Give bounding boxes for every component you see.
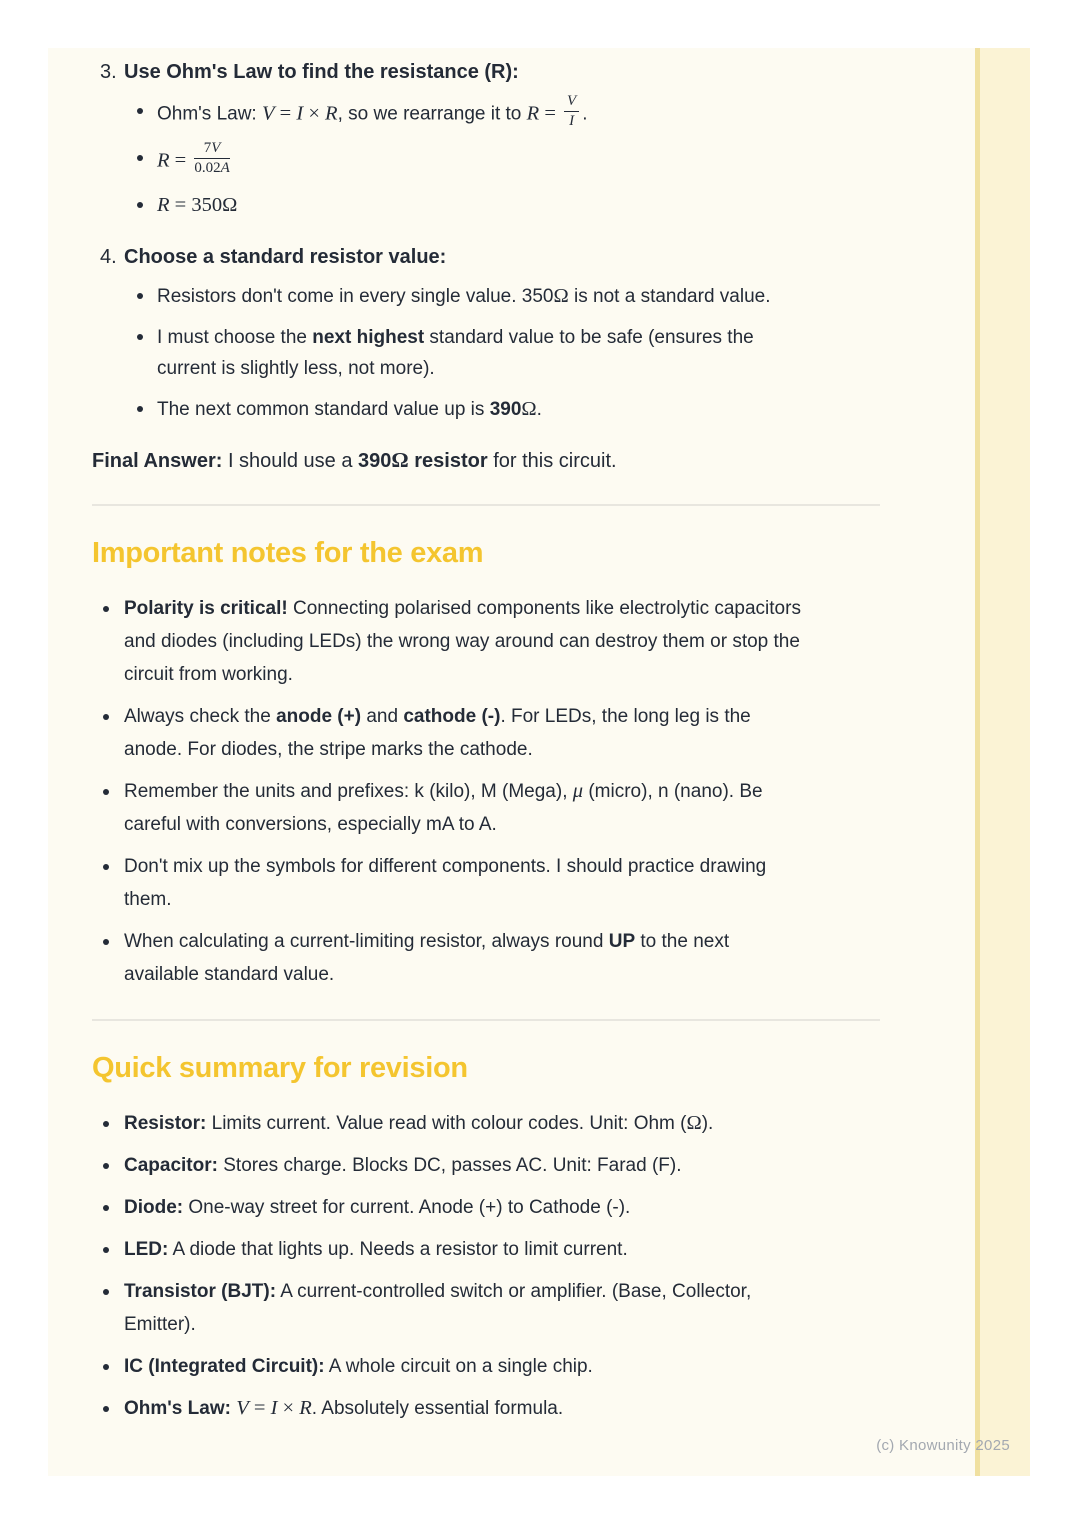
bullet-icon xyxy=(103,1406,109,1412)
list-item-text: When calculating a current-limiting resistor, always round UP to the next available standard value. xyxy=(124,931,730,985)
bullet-icon xyxy=(103,864,109,870)
bullet-icon xyxy=(103,1364,109,1370)
list-item-text: Ohm's Law: V = I × R. Absolutely essential formula. xyxy=(124,1397,564,1419)
list-item-text: Don't mix up the symbols for different components. I should practice drawing them. xyxy=(124,856,767,910)
list-item xyxy=(92,1350,880,1383)
list-item xyxy=(100,93,880,133)
step-number: 4. xyxy=(100,246,117,268)
list-item xyxy=(92,1107,880,1140)
step-item-3 xyxy=(100,58,880,221)
list-item-text: Diode: One-way street for current. Anode (+) to Cathode (-). xyxy=(124,1197,631,1218)
list-item-text: R = 350Ω xyxy=(157,194,238,216)
bullet-icon xyxy=(103,606,109,612)
fraction: $\frac{7V}{0.02A}$ xyxy=(194,140,230,176)
notes-card xyxy=(48,48,1030,1476)
step-title: Choose a standard resistor value: xyxy=(124,246,447,268)
section-divider xyxy=(92,504,880,506)
bullet-icon xyxy=(137,293,143,299)
list-item-text: R = $\frac{7V}{0.02A}$ xyxy=(157,140,230,176)
fraction: $\frac{V}{I}$ xyxy=(564,93,579,130)
bullet-icon xyxy=(103,1163,109,1169)
step-heading xyxy=(100,58,880,86)
list-item-text: Remember the units and prefixes: k (kilo), M (Mega), μ (micro), n (nano). Be careful with conversions, especially mA to A. xyxy=(124,780,763,835)
list-item-text: The next common standard value up is 390Ω. xyxy=(157,398,542,420)
revision-summary-bullet-list xyxy=(92,1107,880,1425)
bullet-icon xyxy=(137,108,143,114)
list-item xyxy=(100,190,880,221)
list-item xyxy=(92,700,880,766)
list-item-text: Capacitor: Stores charge. Blocks DC, passes AC. Unit: Farad (F). xyxy=(124,1155,682,1176)
step-title: Use Ohm's Law to find the resistance (R): xyxy=(124,61,519,83)
list-item-text: Ohm's Law: V = I × R, so we rearrange it to R = $\frac{V}{I}$ . xyxy=(157,93,588,129)
final-answer: Final Answer: I should use a 390Ω resistor for this circuit. xyxy=(92,448,617,472)
exam-notes-bullet-list xyxy=(92,592,880,991)
list-item xyxy=(100,394,880,425)
list-item xyxy=(100,140,880,180)
step-item-4 xyxy=(100,243,880,425)
list-item xyxy=(92,1275,880,1341)
step-bullet-list xyxy=(100,93,880,221)
list-item xyxy=(92,1392,880,1425)
list-item xyxy=(92,850,880,916)
list-item xyxy=(92,1233,880,1266)
list-item xyxy=(92,1191,880,1224)
list-item xyxy=(100,322,880,384)
list-item-text: LED: A diode that lights up. Needs a resistor to limit current. xyxy=(124,1239,628,1260)
list-item-text: Always check the anode (+) and cathode (-). For LEDs, the long leg is the anode. For diodes, the stripe marks the cathode. xyxy=(124,706,751,760)
bullet-icon xyxy=(103,1289,109,1295)
list-item xyxy=(100,281,880,312)
card-content xyxy=(48,48,1030,1476)
list-item-text: Transistor (BJT): A current-controlled switch or amplifier. (Base, Collector, Emitter). xyxy=(124,1281,752,1335)
bullet-icon xyxy=(103,1121,109,1127)
step-heading xyxy=(100,243,880,271)
bullet-icon xyxy=(137,406,143,412)
watermark: (c) Knowunity 2025 xyxy=(876,1437,1010,1454)
list-item-text: Resistors don't come in every single value. 350Ω is not a standard value. xyxy=(157,285,771,307)
list-item-text: Polarity is critical! Connecting polarised components like electrolytic capacitors and diodes (including LEDs) the wrong way around can destroy them or stop the circuit from working. xyxy=(124,598,801,685)
bullet-icon xyxy=(137,334,143,340)
section-heading-quick-summary: Quick summary for revision xyxy=(92,1052,468,1084)
list-item-text: I must choose the next highest standard value to be safe (ensures the current is slightly less, not more). xyxy=(157,327,754,379)
bullet-icon xyxy=(137,155,143,161)
list-item xyxy=(92,592,880,691)
bullet-icon xyxy=(103,1247,109,1253)
list-item-text: Resistor: Limits current. Value read with colour codes. Unit: Ohm (Ω). xyxy=(124,1112,714,1134)
bullet-icon xyxy=(103,939,109,945)
step-bullet-list xyxy=(100,281,880,425)
step-number: 3. xyxy=(100,61,117,83)
bullet-icon xyxy=(103,714,109,720)
list-item-text: IC (Integrated Circuit): A whole circuit on a single chip. xyxy=(124,1356,593,1377)
list-item xyxy=(92,1149,880,1182)
section-divider xyxy=(92,1019,880,1021)
bullet-icon xyxy=(103,1205,109,1211)
section-heading-important-notes: Important notes for the exam xyxy=(92,537,484,569)
list-item xyxy=(92,775,880,841)
bullet-icon xyxy=(103,789,109,795)
bullet-icon xyxy=(137,202,143,208)
list-item xyxy=(92,925,880,991)
